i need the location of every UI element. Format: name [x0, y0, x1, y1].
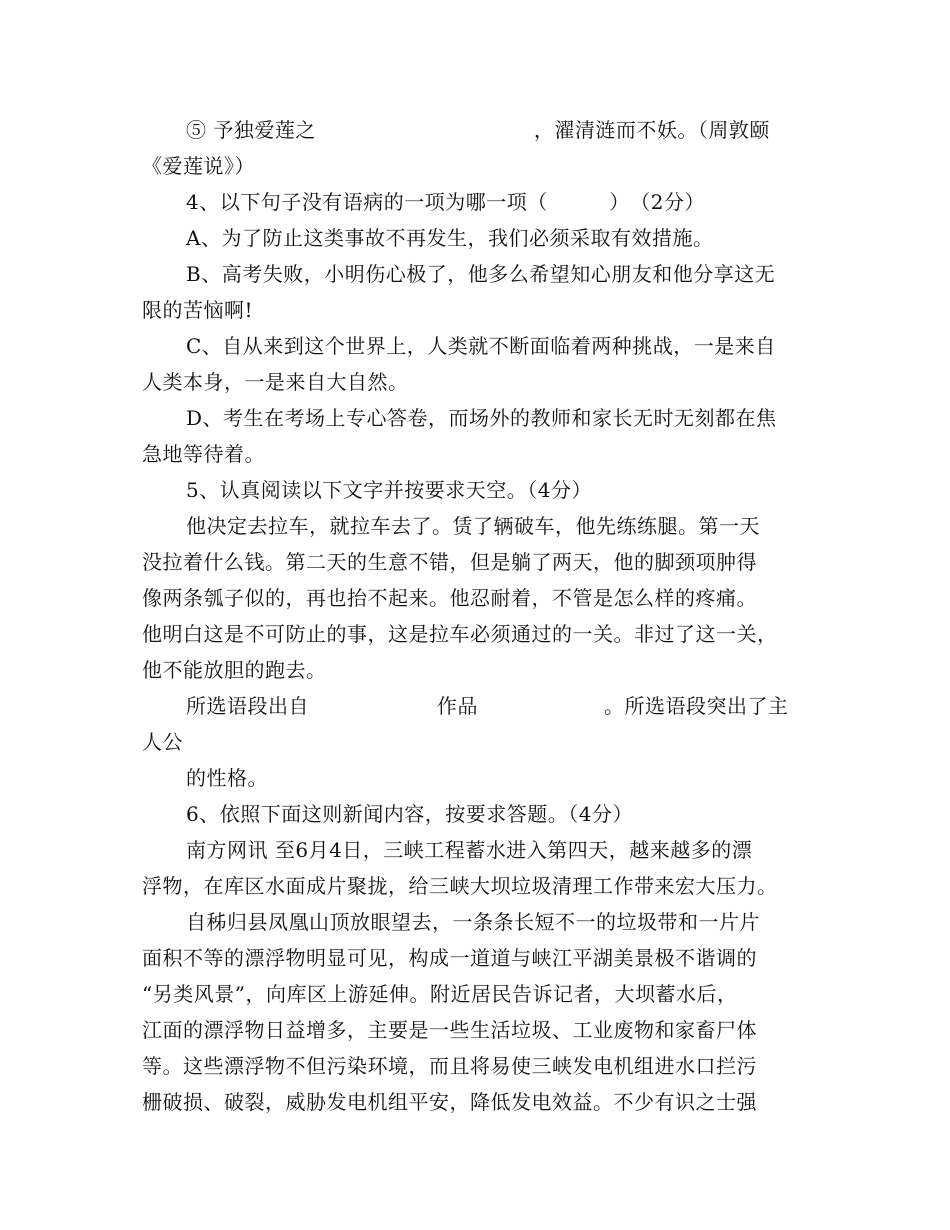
q5-fill-line: [186, 689, 866, 723]
q4-option-c-line2: 人类本身，一是来自大自然。: [142, 370, 409, 394]
q5-passage-line1: 他决定去拉车，就拉车去了。赁了辆破车，他先练练腿。第一天: [186, 514, 760, 538]
q5-fill-character: 的性格。: [186, 766, 268, 790]
q4-option-d-line1: D、考生在考场上专心答卷，而场外的教师和家长无时无刻都在焦: [186, 406, 777, 430]
q5-stem: 5、认真阅读以下文字并按要求天空。（4分）: [186, 478, 592, 502]
q5-passage-line4: 他明白这是不可防止的事，这是拉车必须通过的一关。非过了这一关，: [142, 622, 778, 646]
q6-news-line6: 江面的漂浮物日益增多，主要是一些生活垃圾、工业废物和家畜尸体: [142, 1018, 757, 1042]
q4-option-b-line2: 限的苦恼啊!: [142, 298, 254, 322]
q4-option-a: A、为了防止这类事故不再发生，我们必须采取有效措施。: [186, 226, 714, 250]
q3-item5-line: [186, 113, 866, 147]
q3-item5-text-start: ⑤ 予独爱莲之: [186, 118, 316, 142]
q6-news-line3: 自秭归县凤凰山顶放眼望去，一条条长短不一的垃圾带和一片片: [186, 910, 760, 934]
q6-news-line2: 浮物，在库区水面成片聚拢，给三峡大坝垃圾清理工作带来宏大压力。: [142, 874, 778, 898]
q4-option-b-line1: B、高考失败，小明伤心极了，他多么希望知心朋友和他分享这无: [186, 262, 776, 286]
q4-option-c-line1: C、自从来到这个世界上，人类就不断面临着两种挑战，一是来自: [186, 334, 776, 358]
q4-stem: 4、以下句子没有语病的一项为哪一项（ ） （2分）: [186, 190, 705, 214]
q5-fill-continuation: 人公: [142, 730, 183, 754]
q4-option-d-line2: 急地等待着。: [142, 442, 265, 466]
q6-news-line5: “另类风景”，向库区上游延伸。附近居民告诉记者，大坝蓄水后，: [142, 982, 738, 1006]
q6-stem: 6、依照下面这则新闻内容，按要求答题。（4分）: [186, 802, 633, 826]
q5-fill-source-label: 所选语段出自: [186, 694, 309, 718]
q5-fill-work-label: 作品: [437, 694, 478, 718]
q3-item5-continuation: 《爱莲说》）: [142, 154, 255, 178]
q3-item5-text-end: ，濯清涟而不妖。（周敦颐: [533, 118, 770, 142]
q6-news-line1: 南方网讯 至6月4日，三峡工程蓄水进入第四天，越来越多的漂: [186, 838, 753, 862]
q5-passage-line3: 像两条瓠子似的，再也抬不起来。他忍耐着，不管是怎么样的疼痛。: [142, 586, 757, 610]
q6-news-line4: 面积不等的漂浮物明显可见，构成一道道与峡江平湖美景极不谐调的: [142, 946, 757, 970]
q5-passage-line5: 他不能放胆的跑去。: [142, 658, 327, 682]
q5-passage-line2: 没拉着什么钱。第二天的生意不错，但是躺了两天，他的脚颈项肿得: [142, 550, 757, 574]
q6-news-line8: 栅破损、破裂，威胁发电机组平安，降低发电效益。不少有识之士强: [142, 1090, 757, 1114]
q5-fill-highlight-label: 。所选语段突出了主: [604, 694, 789, 718]
q6-news-line7: 等。这些漂浮物不但污染环境，而且将易使三峡发电机组进水口拦污: [142, 1054, 757, 1078]
